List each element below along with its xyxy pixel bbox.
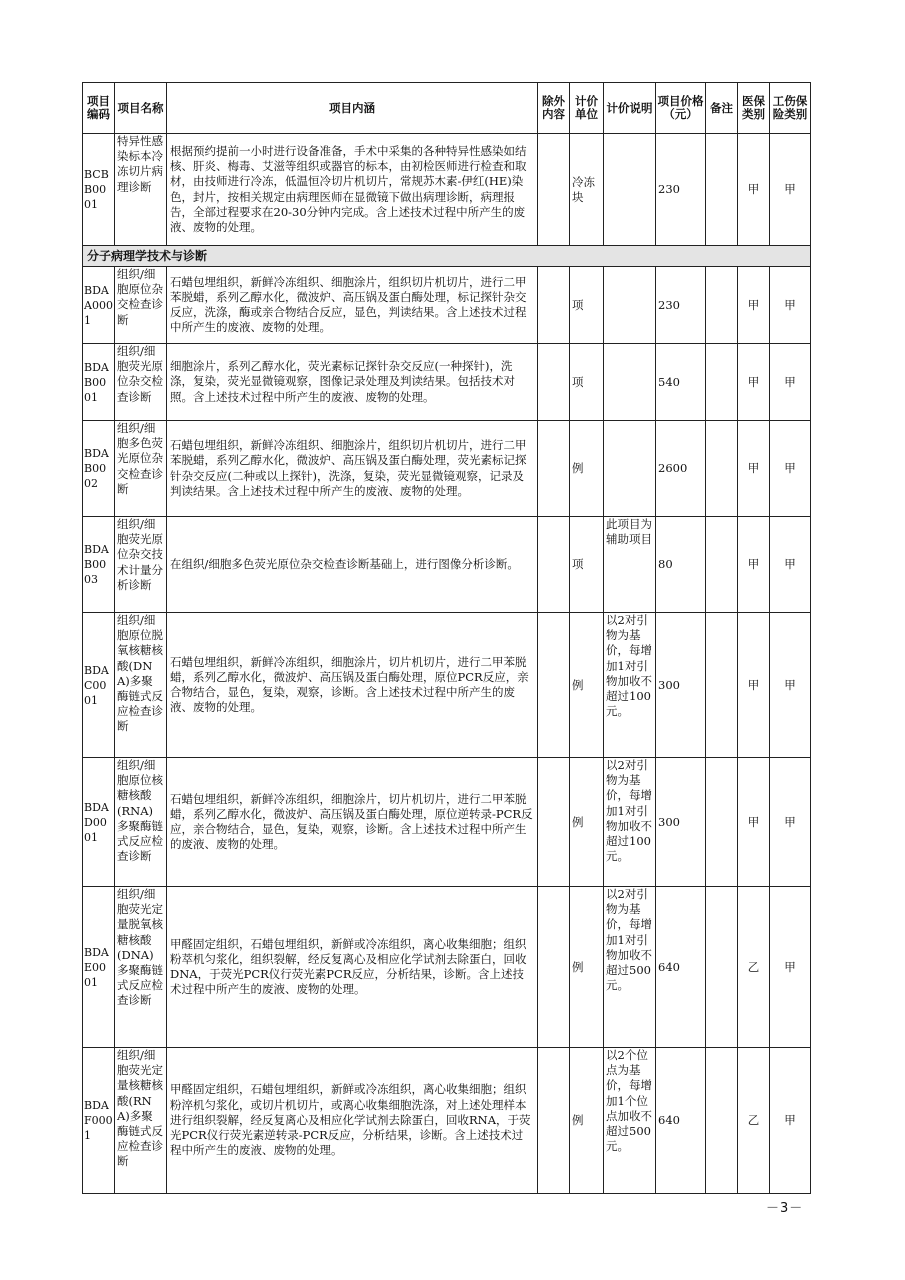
item-code: BDAB0002 [83, 421, 115, 517]
item-content: 石蜡包埋组织，新鲜冷冻组织、细胞涂片，组织切片机切片，进行二甲苯脱蜡，系列乙醇水化，微波炉、高压锅及蛋白酶处理，荧光素标记探针杂交反应(二种或以上探针)，洗涤，复染，荧光显微镜观察，记录及判读结果。含上述技术过程中所产生的废液、废物的处理。 [167, 421, 538, 517]
item-explanation [604, 134, 656, 246]
table-header-row [83, 83, 811, 134]
section-row [83, 246, 811, 267]
table-row [83, 134, 811, 246]
item-remark [706, 613, 738, 758]
item-code: BDAE0001 [83, 887, 115, 1048]
item-injury: 甲 [770, 1048, 811, 1194]
item-content: 根据预约提前一小时进行设备准备，手术中采集的各种特异性感染如结核、肝炎、梅毒、艾滋等组织或器官的标本，由初检医师进行检查和取材，由技师进行冷冻，低温恒冷切片机切片，常规苏木素-伊红(HE)染色，封片，按相关规定由病理医师在显微镜下做出病理诊断，病理报告，全部过程要求在20-30分钟内完成。含上述技术过程中所产生的废液、废物的处理。 [167, 134, 538, 246]
item-name: 组织/细胞荧光原位杂交技术计量分析诊断 [115, 517, 167, 613]
item-insurance: 乙 [738, 887, 770, 1048]
item-explanation: 以2对引物为基价，每增加1对引物加收不超过500元。 [604, 887, 656, 1048]
item-excluded [538, 517, 570, 613]
item-price: 230 [656, 267, 706, 344]
item-name: 组织/细胞原位杂交检查诊断 [115, 267, 167, 344]
item-remark [706, 344, 738, 421]
header-unit: 计价单位 [570, 83, 604, 134]
item-injury: 甲 [770, 758, 811, 887]
item-name: 组织/细胞荧光定量脱氧核糖核酸(DNA)多聚酶链式反应检查诊断 [115, 887, 167, 1048]
item-excluded [538, 344, 570, 421]
header-remark: 备注 [706, 83, 738, 134]
item-content: 甲醛固定组织，石蜡包埋组织，新鲜或冷冻组织，离心收集细胞；组织粉淬机匀浆化，或切片机切片，或离心收集细胞洗涤，对上述处理样本进行组织裂解，经反复离心及相应化学试剂去除蛋白，回收RNA，于荧光PCR仪行荧光素逆转录-PCR反应，分析结果，诊断。含上述技术过程中所产生的废液、废物的处理。 [167, 1048, 538, 1194]
item-insurance: 甲 [738, 421, 770, 517]
item-remark [706, 134, 738, 246]
header-excluded: 除外内容 [538, 83, 570, 134]
item-code: BCBB0001 [83, 134, 115, 246]
item-unit: 项 [570, 517, 604, 613]
header-insurance: 医保类别 [738, 83, 770, 134]
item-injury: 甲 [770, 344, 811, 421]
item-insurance: 甲 [738, 517, 770, 613]
item-content: 石蜡包埋组织，新鲜冷冻组织，细胞涂片，切片机切片，进行二甲苯脱蜡，系列乙醇水化，微波炉、高压锅及蛋白酶处理，原位逆转录-PCR反应，亲合物结合，显色，复染，观察，诊断。含上述技术过程中所产生的废液、废物的处理。 [167, 758, 538, 887]
item-excluded [538, 1048, 570, 1194]
item-content: 甲醛固定组织，石蜡包埋组织，新鲜或冷冻组织，离心收集细胞；组织粉萃机匀浆化，组织裂解，经反复离心及相应化学试剂去除蛋白，回收DNA，于荧光PCR仪行荧光素PCR反应，分析结果，诊断。含上述技术过程中所产生的废液、废物的处理。 [167, 887, 538, 1048]
item-price: 540 [656, 344, 706, 421]
header-name: 项目名称 [115, 83, 167, 134]
item-unit: 例 [570, 613, 604, 758]
item-injury: 甲 [770, 267, 811, 344]
item-name: 组织/细胞荧光定量核糖核酸(RNA)多聚酶链式反应检查诊断 [115, 1048, 167, 1194]
item-content: 石蜡包埋组织，新鲜冷冻组织，细胞涂片，切片机切片，进行二甲苯脱蜡，系列乙醇水化，微波炉、高压锅及蛋白酶处理，原位PCR反应，亲合物结合，显色，复染，观察，诊断。含上述技术过程中所产生的废液、废物的处理。 [167, 613, 538, 758]
item-name: 组织/细胞原位核糖核酸(RNA)多聚酶链式反应检查诊断 [115, 758, 167, 887]
item-code: BDAB0001 [83, 344, 115, 421]
item-code: BDAD0001 [83, 758, 115, 887]
item-insurance: 甲 [738, 613, 770, 758]
header-injury: 工伤保险类别 [770, 83, 811, 134]
item-remark [706, 517, 738, 613]
item-name: 组织/细胞多色荧光原位杂交检查诊断 [115, 421, 167, 517]
item-price: 80 [656, 517, 706, 613]
item-insurance: 甲 [738, 344, 770, 421]
item-excluded [538, 887, 570, 1048]
page-number: －3－ [766, 1201, 804, 1216]
item-explanation: 以2对引物为基价，每增加1对引物加收不超过100元。 [604, 758, 656, 887]
item-injury: 甲 [770, 887, 811, 1048]
item-unit: 项 [570, 344, 604, 421]
item-explanation [604, 344, 656, 421]
item-explanation [604, 267, 656, 344]
item-excluded [538, 134, 570, 246]
table-row [83, 758, 811, 887]
item-unit: 冷冻块 [570, 134, 604, 246]
fee-schedule-table [82, 82, 811, 1194]
table-row [83, 517, 811, 613]
item-injury: 甲 [770, 421, 811, 517]
table-row [83, 613, 811, 758]
item-code: BDAC0001 [83, 613, 115, 758]
header-explanation: 计价说明 [604, 83, 656, 134]
item-excluded [538, 267, 570, 344]
item-code: BDAF0001 [83, 1048, 115, 1194]
table-row [83, 421, 811, 517]
item-unit: 例 [570, 1048, 604, 1194]
header-content: 项目内涵 [167, 83, 538, 134]
item-unit: 例 [570, 887, 604, 1048]
item-name: 特异性感染标本冷冻切片病理诊断 [115, 134, 167, 246]
item-remark [706, 887, 738, 1048]
item-price: 230 [656, 134, 706, 246]
item-explanation [604, 421, 656, 517]
item-price: 2600 [656, 421, 706, 517]
item-insurance: 乙 [738, 1048, 770, 1194]
item-remark [706, 421, 738, 517]
item-explanation: 以2对引物为基价，每增加1对引物加收不超过100元。 [604, 613, 656, 758]
item-insurance: 甲 [738, 134, 770, 246]
item-unit: 例 [570, 421, 604, 517]
table-row [83, 344, 811, 421]
item-price: 640 [656, 887, 706, 1048]
item-excluded [538, 613, 570, 758]
item-remark [706, 758, 738, 887]
item-remark [706, 1048, 738, 1194]
item-price: 640 [656, 1048, 706, 1194]
item-name: 组织/细胞荧光原位杂交检查诊断 [115, 344, 167, 421]
item-name: 组织/细胞原位脱氧核糖核酸(DNA)多聚酶链式反应检查诊断 [115, 613, 167, 758]
item-price: 300 [656, 758, 706, 887]
table-row [83, 887, 811, 1048]
item-code: BDAB0003 [83, 517, 115, 613]
item-code: BDAA0001 [83, 267, 115, 344]
table-row [83, 267, 811, 344]
item-remark [706, 267, 738, 344]
item-injury: 甲 [770, 134, 811, 246]
item-explanation: 以2个位点为基价，每增加1个位点加收不超过500元。 [604, 1048, 656, 1194]
item-unit: 例 [570, 758, 604, 887]
item-insurance: 甲 [738, 267, 770, 344]
item-injury: 甲 [770, 517, 811, 613]
item-unit: 项 [570, 267, 604, 344]
item-explanation: 此项目为辅助项目 [604, 517, 656, 613]
item-price: 300 [656, 613, 706, 758]
header-price: 项目价格（元） [656, 83, 706, 134]
table-row [83, 1048, 811, 1194]
header-code: 项目编码 [83, 83, 115, 134]
item-insurance: 甲 [738, 758, 770, 887]
section-title: 分子病理学技术与诊断 [83, 246, 811, 267]
item-injury: 甲 [770, 613, 811, 758]
item-excluded [538, 421, 570, 517]
item-content: 细胞涂片，系列乙醇水化，荧光素标记探针杂交反应(一种探针)，洗涤，复染，荧光显微镜观察，图像记录处理及判读结果。包括技术对照。含上述技术过程中所产生的废液、废物的处理。 [167, 344, 538, 421]
item-excluded [538, 758, 570, 887]
item-content: 石蜡包埋组织，新鲜冷冻组织、细胞涂片，组织切片机切片，进行二甲苯脱蜡，系列乙醇水化，微波炉、高压锅及蛋白酶处理，标记探针杂交反应，洗涤，酶或亲合物结合反应，显色，判读结果。含上述技术过程中所产生的废液、废物的处理。 [167, 267, 538, 344]
item-content: 在组织/细胞多色荧光原位杂交检查诊断基础上，进行图像分析诊断。 [167, 517, 538, 613]
